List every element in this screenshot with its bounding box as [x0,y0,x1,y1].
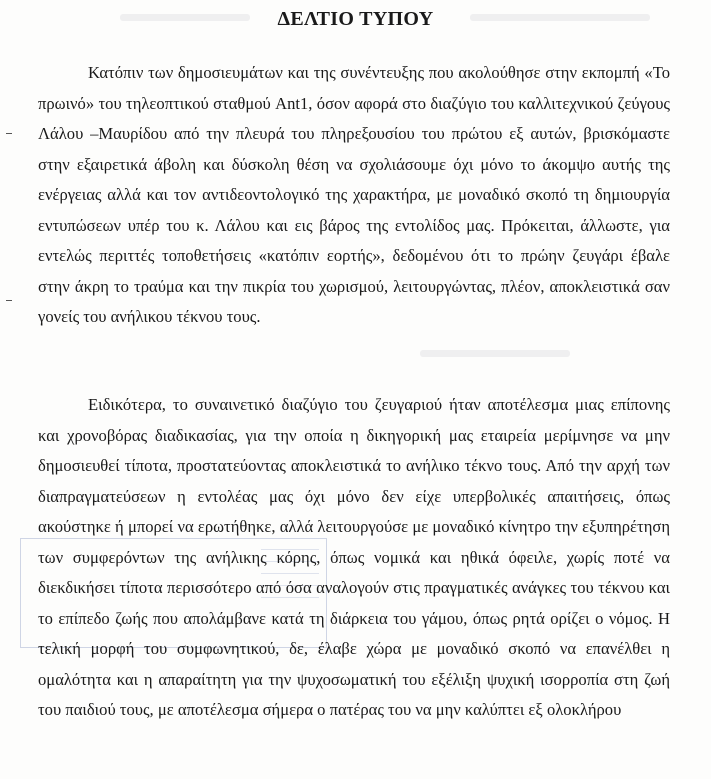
paragraph-1: Κατόπιν των δημοσιευμάτων και της συνέντευξης που ακολούθησε στην εκπομπή «Το πρωινό» του τηλεοπτικού σταθμού Ant1, όσον αφορά στο διαζύγιο του καλλιτεχνικού ζεύγους Λάλου –Μαυρίδου από την πλευρά του πληρεξουσίου του πρώτου εξ αυτών, βρισκόμαστε στην εξαιρετικά άβολη και δύσκολη θέση να σχολιάσουμε όχι μόνο το άκομψο αυτής της ενέργειας αλλά και τον αντιδεοντολογικό της χαρακτήρα, με μοναδικό σκοπό τη δημιουργία εντυπώσεων υπέρ του κ. Λάλου και εις βάρος της εντολίδος μας. Πρόκειται, άλλωστε, για εντελώς περιττές τοποθετήσεις «κατόπιν εορτής», δεδομένου ότι το πρώην ζευγάρι έβαλε στην άκρη το τραύμα και την πικρία του χωρισμού, λειτουργώντας, πλέον, αποκλειστικά σαν γονείς του ανήλικου τέκνου τους. [38,63,670,326]
document-title: ΔΕΛΤΙΟ ΤΥΠΟΥ [277,8,434,30]
margin-mark [6,300,12,301]
paragraph-2: Ειδικότερα, το συναινετικό διαζύγιο του ζευγαριού ήταν αποτέλεσμα μιας επίπονης και χρονοβόρας διαδικασίας, για την οποία η δικηγορική μας εταιρεία μερίμνησε να μην δημοσιευθεί τίποτα, προστατεύοντας αποκλειστικά το ανήλικο τέκνο τους. Από την αρχή των διαπραγματεύσεων η εντολέας μας όχι μόνο δεν είχε υπερβολικές απαιτήσεις, όπως ακούστηκε ή μπορεί να ερωτήθηκε, αλλά λειτουργούσε με μοναδικό κίνητρο την εξυπηρέτηση των συμφερόντων της ανήλικης κόρης, όπως νομικά και ηθικά όφειλε, χωρίς ποτέ να διεκδικήσει τίποτα περισσότερο από όσα αναλογούν στις πραγματικές ανάγκες του τέκνου και το επίπεδο ζωής που απολάμβανε κατά τη διάρκεια του γάμου, όπως ρητά ορίζει ο νόμος. Η τελική μορφή του συμφωνητικού, δε, έλαβε χώρα με μοναδικό σκοπό να επανέλθει η ομαλότητα και η απαραίτητη για την ψυχοσωματική του εξέλιξη ψυχική ισορροπία στη ζωή του παιδιού τους, με αποτέλεσμα σήμερα ο πατέρας του να μην καλύπτει εξ ολοκλήρου [38,395,670,719]
margin-mark [6,133,12,134]
show-through-mark [420,350,570,357]
